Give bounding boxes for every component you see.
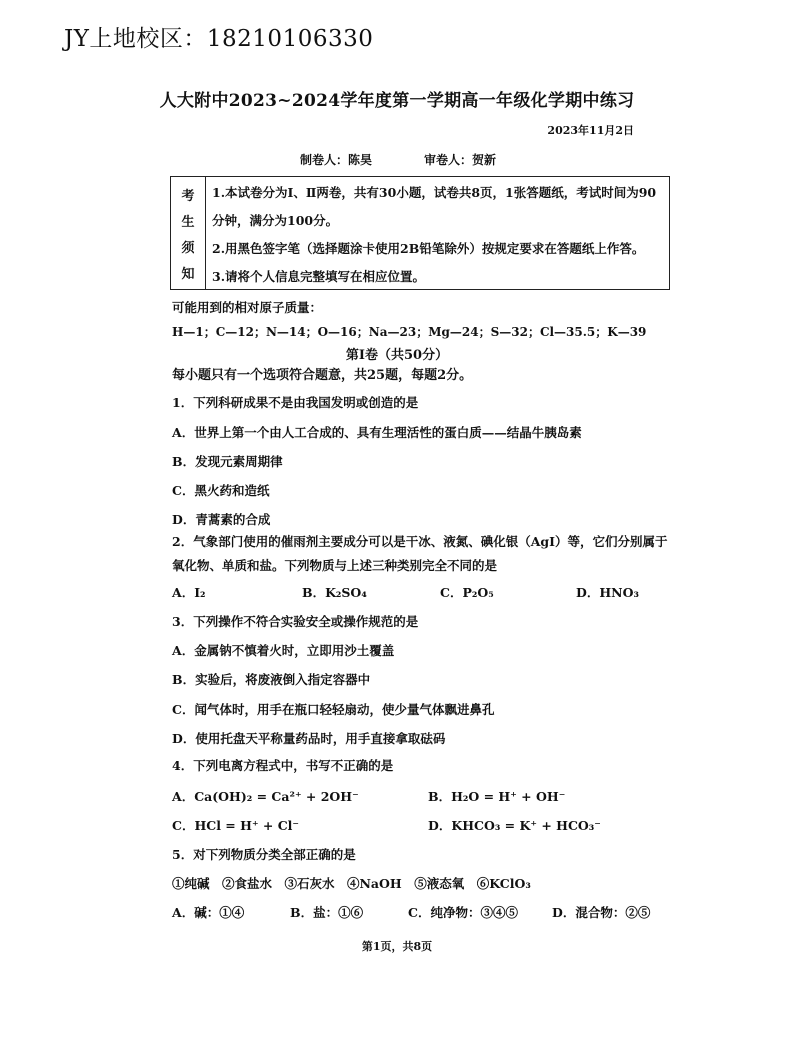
q3-option: C．闻气体时，用手在瓶口轻轻扇动，使少量气体飘进鼻孔 xyxy=(172,702,495,717)
maker-label: 制卷人：陈昊 xyxy=(300,153,373,167)
q4-option: D．KHCO₃ = K⁺ + HCO₃⁻ xyxy=(428,818,601,833)
exam-date: 2023年11月2日 xyxy=(547,124,634,137)
notice-label-char: 考 xyxy=(181,188,195,204)
section1-title: 第Ⅰ卷（共50分） xyxy=(345,348,449,363)
header-tag: JY上地校区：18210106330 xyxy=(64,26,374,52)
notice-item: 分钟，满分为100分。 xyxy=(212,213,339,228)
notice-label xyxy=(171,177,206,289)
notice-items xyxy=(206,177,669,289)
q1-option: A．世界上第一个由人工合成的、具有生理活性的蛋白质——结晶牛胰岛素 xyxy=(172,425,582,440)
notice-label-char: 生 xyxy=(181,214,195,230)
q3-option: A．金属钠不慎着火时，立即用沙土覆盖 xyxy=(172,643,395,658)
atomic-mass-label: 可能用到的相对原子质量： xyxy=(172,300,323,315)
q5-option: B．盐：①⑥ xyxy=(290,905,364,920)
q1-option: C．黑火药和造纸 xyxy=(172,483,270,498)
q4-stem: 4．下列电离方程式中，书写不正确的是 xyxy=(172,758,394,773)
page-footer: 第1页，共8页 xyxy=(361,940,433,953)
q4-options-row1 xyxy=(172,787,652,805)
q5-substances: ①纯碱 ②食盐水 ③石灰水 ④NaOH ⑤液态氧 ⑥KClO₃ xyxy=(172,876,531,891)
q2-stem: 2．气象部门使用的催雨剂主要成分可以是干冰、液氮、碘化银（AgI）等，它们分别属于 xyxy=(172,534,668,549)
notice-item: 2.用黑色签字笔（选择题涂卡使用2B铅笔除外）按规定要求在答题纸上作答。 xyxy=(212,241,645,256)
section1-instruction: 每小题只有一个选项符合题意，共25题，每题2分。 xyxy=(172,368,473,383)
q1-stem: 1．下列科研成果不是由我国发明或创造的是 xyxy=(172,395,419,410)
q3-stem: 3．下列操作不符合实验安全或操作规范的是 xyxy=(172,614,419,629)
q4-option: C．HCl = H⁺ + Cl⁻ xyxy=(172,818,300,833)
q1-option: B．发现元素周期律 xyxy=(172,454,283,469)
notice-item: 3.请将个人信息完整填写在相应位置。 xyxy=(212,269,426,284)
q4-option: A．Ca(OH)₂ = Ca²⁺ + 2OH⁻ xyxy=(172,789,359,804)
q1-option: D．青蒿素的合成 xyxy=(172,512,271,527)
q5-options xyxy=(172,903,652,921)
q2-options xyxy=(172,583,652,601)
q2-option: D．HNO₃ xyxy=(576,585,639,600)
q4-options-row2 xyxy=(172,816,652,834)
q5-stem: 5．对下列物质分类全部正确的是 xyxy=(172,847,356,862)
authors-line xyxy=(300,151,496,168)
atomic-masses: H—1；C—12；N—14；O—16；Na—23；Mg—24；S—32；Cl—35.5；K—39 xyxy=(172,325,647,339)
q5-option: D．混合物：②⑤ xyxy=(552,905,651,920)
q2-option: B．K₂SO₄ xyxy=(302,585,367,600)
q2-option: A．I₂ xyxy=(172,585,206,600)
notice-box xyxy=(170,176,670,290)
q4-option: B．H₂O = H⁺ + OH⁻ xyxy=(428,789,566,804)
exam-title: 人大附中2023~2024学年度第一学期高一年级化学期中练习 xyxy=(159,91,635,111)
q5-option: A．碱：①④ xyxy=(172,905,245,920)
q2-stem: 氧化物、单质和盐。下列物质与上述三种类别完全不同的是 xyxy=(172,558,498,573)
q5-option: C．纯净物：③④⑤ xyxy=(408,905,518,920)
notice-item: 1.本试卷分为Ⅰ、Ⅱ两卷，共有30小题，试卷共8页，1张答题纸，考试时间为90 xyxy=(212,185,657,200)
notice-label-char: 知 xyxy=(181,266,195,282)
q2-option: C．P₂O₅ xyxy=(440,585,494,600)
notice-label-char: 须 xyxy=(181,240,195,256)
q3-option: D．使用托盘天平称量药品时，用手直接拿取砝码 xyxy=(172,731,446,746)
q3-option: B．实验后，将废液倒入指定容器中 xyxy=(172,672,371,687)
reviewer-label: 审卷人：贺新 xyxy=(424,153,497,167)
